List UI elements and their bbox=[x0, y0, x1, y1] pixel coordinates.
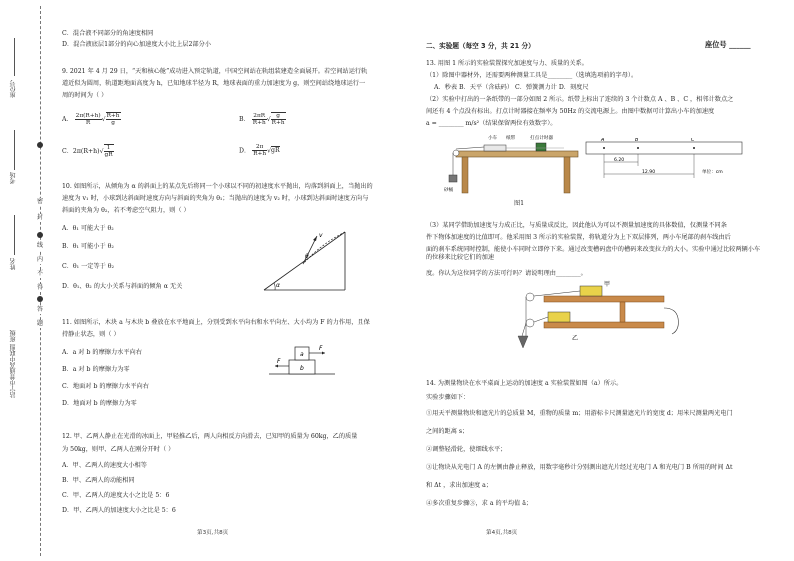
fig3-jia-label: 甲 bbox=[604, 281, 611, 288]
q10-option-b: B．θ₁ 可能小于 θ₂ bbox=[62, 243, 114, 250]
q14-step4: ④多次重复步骤③，求 a 的平均值 ā； bbox=[426, 500, 533, 507]
q8-option-d: D．混合液底层1部分的向心加速度大小比上层2部分小 bbox=[62, 41, 211, 48]
fig1-weight-label: 砂桶 bbox=[444, 188, 454, 193]
fig1-tape-label: 纸带 bbox=[506, 136, 516, 141]
q9-option-b: B． $\frac{2\pi R}{R+h}$ √ $\frac{g}{R+h}$ bbox=[239, 112, 285, 127]
block-a-label: a bbox=[300, 351, 304, 358]
point-b-label: B bbox=[635, 138, 639, 143]
q13-part2: a = ________ m/s²（结果保留两位有效数字）。 bbox=[426, 120, 557, 127]
force-right-label: F bbox=[319, 345, 323, 352]
q11-option-a: A．a 对 b 的摩擦力水平向右 bbox=[62, 349, 142, 356]
q13-part3: 件下物体加速度的比值即可。他采用图 3 所示的实验装置，将轨道分为上下双层排列，两小车尾部的刹车线由后 bbox=[426, 234, 731, 241]
distance-ab-label: 6.20 bbox=[614, 158, 625, 163]
alpha-label: α bbox=[276, 282, 280, 289]
q11-stem: 11. 如图所示，木块 a 与木块 b 叠放在水平地面上，分别受到水平向右和水平向左、大小均为 F 的力作用，且保 bbox=[62, 319, 370, 326]
seal-char: 内 bbox=[36, 256, 43, 263]
right-page bbox=[426, 0, 766, 561]
unit-label: 单位：cm bbox=[702, 170, 723, 175]
fig1-car-label: 小车 bbox=[488, 136, 498, 141]
q13-stem: 13. 用图 1 所示的实验装置探究加速度与力、质量的关系。 bbox=[426, 60, 588, 67]
q11-option-d: D．地面对 b 的摩擦力为零 bbox=[62, 400, 137, 407]
q9-option-c: C．2π(R+h)√ $\frac{1}{gR}$ bbox=[62, 145, 113, 159]
q14-step1: 之间的距离 s； bbox=[426, 428, 469, 435]
fig1-caption: 图1 bbox=[514, 200, 525, 207]
q13-part1-options: A．秒表 B．天平（含砝码） C．弹簧测力计 D．刻度尺 bbox=[434, 84, 589, 91]
q11-option-c: C．地面对 b 的摩擦力水平向右 bbox=[62, 383, 149, 390]
q13-part3: 度。你认为这位同学的方法可行吗？请说明理由________。 bbox=[426, 270, 587, 277]
q14-step2: ②调整轻滑轮，使细线水平； bbox=[426, 446, 507, 453]
force-left-label: F bbox=[277, 358, 281, 365]
binding-dot bbox=[37, 142, 43, 148]
theta-label: θ bbox=[305, 253, 309, 260]
q11-option-b: B．a 对 b 的摩擦力为零 bbox=[62, 366, 130, 373]
q9-stem: 道近似为圆周，轨道距地面高度为 h，已知地球半径为 R，地球表面的重力加速度为 g，则空间站绕地球运行一 bbox=[62, 80, 366, 87]
q12-stem: 为 50kg，则甲、乙两人在刚分开时（ ） bbox=[62, 446, 175, 453]
q12-option-a: A．甲、乙两人的速度大小相等 bbox=[62, 462, 147, 469]
q10-stem: 速度为 v₁ 时，小球到达斜面时速度方向与斜面的夹角为 θ₁；当抛出的速度为 v₂ 时，小球到达斜面时速度方向与 bbox=[62, 195, 369, 202]
q10-stem: 10. 如图所示，从倾角为 α 的斜面上的某点先后将同一个小球以不同的初速度水平抛出，均落到斜面上，当抛出的 bbox=[62, 183, 373, 190]
left-page bbox=[62, 0, 412, 561]
name-underline bbox=[14, 215, 15, 255]
school-class-label: 沾宁市普通高中联盟 班级 bbox=[10, 330, 17, 398]
q14-steps-title: 实验步骤如下： bbox=[426, 394, 470, 401]
seal-dashed-line bbox=[40, 6, 41, 556]
seal-char: 封 bbox=[36, 214, 43, 221]
seat-underline bbox=[14, 38, 15, 76]
q12-stem: 12. 甲、乙两人静止在光滑的冰面上，甲轻推乙后，两人向相反方向滑去，已知甲的质量为 60kg，乙的质量 bbox=[62, 433, 358, 440]
page-number: 第3页,共8页 bbox=[197, 530, 229, 536]
q9-stem: 周的时间为（ ） bbox=[62, 92, 108, 99]
seal-char: 题 bbox=[36, 320, 43, 327]
fig3-yi-label: 乙 bbox=[572, 335, 579, 342]
q13-part2: （2）实验中打出的一条纸带的一部分如图 2 所示。纸带上标出了连续的 3 个计数点 A 、B 、C ，相邻计数点之 bbox=[426, 96, 734, 103]
binding-margin bbox=[0, 0, 48, 561]
q13-part1: （1）除图中器材外，还需要两种测量工具是________（选填选项前的字母）。 bbox=[426, 72, 638, 79]
seat-number-field[interactable]: 座位号 ______ bbox=[705, 40, 751, 49]
seal-char: 答 bbox=[36, 306, 43, 313]
binding-dot bbox=[37, 296, 43, 302]
q14-step3: 和 Δt ，求出加速度 a； bbox=[426, 482, 493, 489]
q9-option-d: D． $\frac{2\pi}{R+h}$ √gR bbox=[239, 144, 280, 158]
seal-char: 线 bbox=[36, 242, 43, 249]
q10-incline-figure bbox=[259, 226, 349, 294]
q13-figure3 bbox=[504, 278, 684, 356]
q8-option-c: C．混合液不同部分的角速度相同 bbox=[62, 30, 154, 37]
velocity-label: v bbox=[319, 232, 323, 239]
page-number: 第4页,共8页 bbox=[486, 530, 518, 536]
section-title: 二、实验题（每空 3 分，共 21 分） bbox=[426, 42, 535, 50]
q13-part2: 间还有 4 个点没有标出。打点计时器接在频率为 50Hz 的交流电源上。由图中数据可计算出小车的加速度 bbox=[426, 108, 715, 115]
q14-step3: ③让物块从光电门 A 的左侧由静止释放，用数字毫秒计分别测出遮光片经过光电门 A 和光电门 B 所用的时间 Δt bbox=[426, 464, 733, 471]
distance-ac-label: 12.90 bbox=[642, 170, 656, 175]
q13-figure2-tape bbox=[584, 138, 744, 184]
q14-stem: 14. 为测量物块在水平桌面上运动的加速度 a 实验装置如图（a）所示。 bbox=[426, 380, 623, 387]
room-label: 考场 bbox=[10, 172, 17, 184]
q14-step1: ①用天平测量物块和遮光片的总质量 M，重物的质量 m；用游标卡尺测量遮光片的宽度 d；用米尺测量两光电门 bbox=[426, 410, 733, 417]
seal-char: 不 bbox=[36, 270, 43, 277]
q10-option-a: A．θ₁ 可能大于 θ₂ bbox=[62, 225, 114, 232]
seat-label: 座位号 bbox=[10, 80, 17, 98]
fig1-timer-label: 打点计时器 bbox=[530, 136, 553, 141]
seal-char: 得 bbox=[36, 284, 43, 291]
q13-part3: 面的刹车系统同时控制，能使小车同时立即停下来。通过改变槽码盘中的槽码来改变拉力的大小。实验中通过比较两辆小车的位移来比较它们的加速 bbox=[426, 246, 761, 262]
q12-option-c: C．甲、乙两人的速度大小之比是 5：6 bbox=[62, 492, 170, 499]
q12-option-d: D．甲、乙两人的加速度大小之比是 5：6 bbox=[62, 507, 176, 514]
q13-figure1 bbox=[444, 131, 584, 201]
q12-option-b: B．甲、乙两人的动能相同 bbox=[62, 477, 135, 484]
name-label: 姓名 bbox=[10, 258, 17, 270]
q13-part3: （3）某同学借助加速度与力成正比，与质量成反比，因此他认为可以不测量加速度的具体数值，仅测量不同条 bbox=[426, 222, 727, 229]
q10-option-c: C．θ₁ 一定等于 θ₂ bbox=[62, 263, 115, 270]
seal-char: 密 bbox=[36, 198, 43, 205]
room-underline bbox=[14, 130, 15, 170]
q11-blocks-figure bbox=[267, 341, 337, 377]
q10-stem: 斜面的夹角为 θ₂，若不考虑空气阻力，则（ ） bbox=[62, 207, 190, 214]
binding-dot bbox=[37, 232, 43, 238]
q11-stem: 持静止状态，则（ ） bbox=[62, 331, 120, 338]
q9-stem: 9. 2021 年 4 月 29 日，“天和核心舱”成功进入预定轨道，中国空间站在轨组装建造全面展开。若空间站运行轨 bbox=[62, 68, 368, 75]
q9-option-a: A． $\frac{2\pi(R+h)}{R}$ √ $\frac{R+h}{g}$ bbox=[62, 112, 120, 127]
point-a-label: A bbox=[601, 138, 605, 143]
point-c-label: C bbox=[691, 138, 695, 143]
q10-option-d: D．θ₁、θ₂ 的大小关系与斜面的倾角 α 无关 bbox=[62, 283, 183, 290]
block-b-label: b bbox=[300, 365, 304, 372]
